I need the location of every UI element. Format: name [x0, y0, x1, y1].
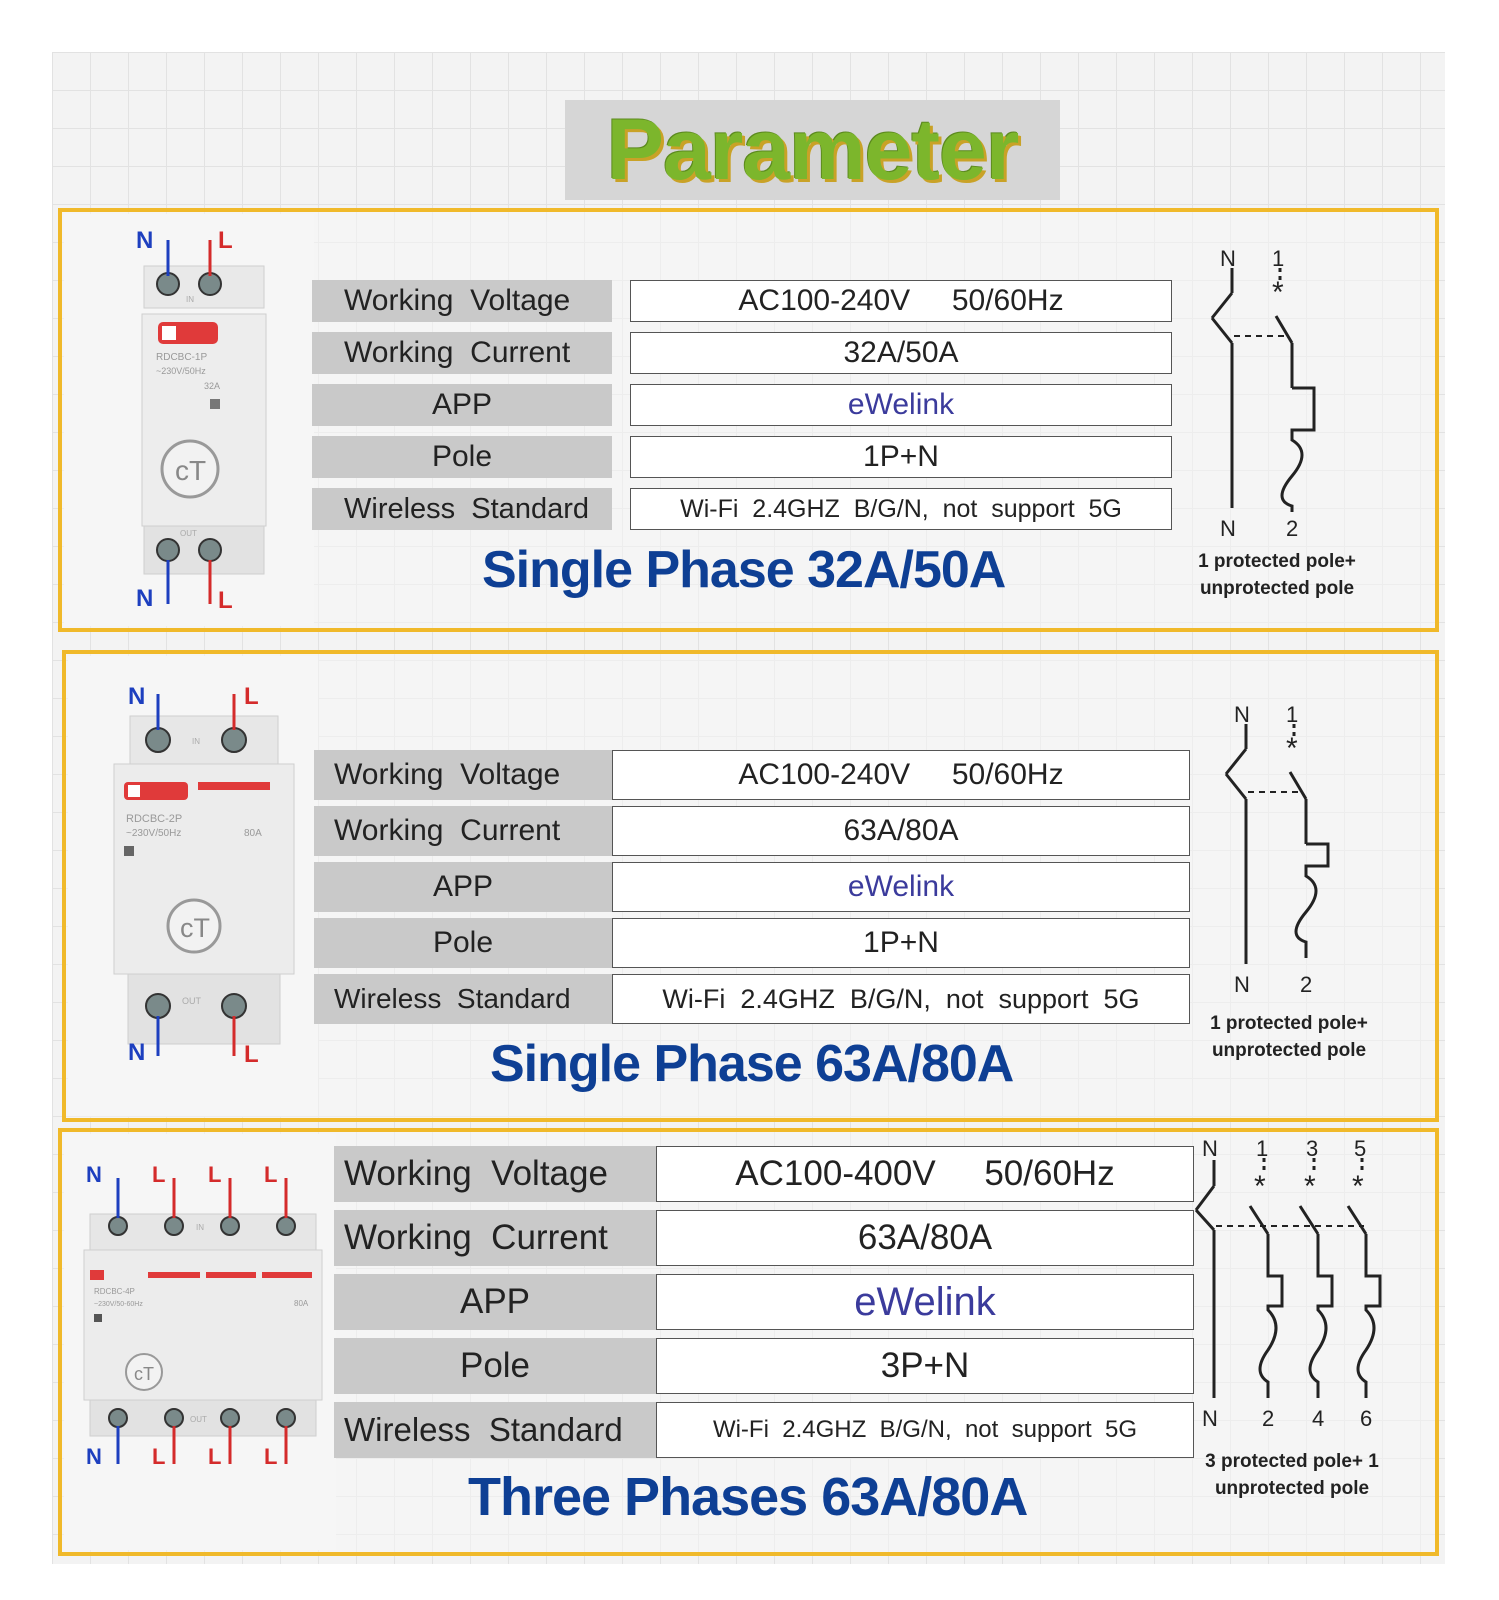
param-row-pole: [314, 918, 1190, 968]
device-logo: cT: [180, 913, 210, 943]
in-label: IN: [196, 1223, 204, 1232]
caption-line-1: 1 protected pole+: [1198, 551, 1356, 572]
param-row-voltage: [334, 1146, 1194, 1202]
protected-asterisk: *: [1352, 1170, 1364, 1203]
terminal-l2-bottom: L: [208, 1444, 222, 1469]
pole-caption: [1174, 1010, 1404, 1064]
param-value: AC100-240V 50/60Hz: [630, 280, 1172, 322]
protected-asterisk: *: [1286, 732, 1298, 765]
page-title: Parameter: [606, 101, 1019, 198]
out-label: OUT: [182, 996, 201, 1006]
schematic-n-top: N: [1234, 702, 1250, 727]
terminal-n-bottom: N: [128, 1039, 146, 1066]
param-value: 3P+N: [656, 1338, 1194, 1394]
out-label: OUT: [190, 1415, 207, 1424]
protected-asterisk: *: [1254, 1170, 1266, 1203]
pole-caption: [1172, 1448, 1412, 1502]
device-image-2p: [68, 656, 318, 1116]
param-label: APP: [334, 1274, 656, 1330]
param-row-wireless: [314, 974, 1190, 1024]
param-value: eWelink: [630, 384, 1172, 426]
schematic-1-top: 1: [1272, 246, 1285, 271]
param-value: Wi-Fi 2.4GHZ B/G/N, not support 5G: [630, 488, 1172, 530]
terminal-l2-top: L: [208, 1162, 222, 1187]
schematic-1-top: 1: [1256, 1136, 1269, 1161]
terminal-n-bottom: N: [86, 1444, 102, 1469]
caption-line-2: unprotected pole: [1211, 1040, 1367, 1061]
schematic-n-bottom: N: [1220, 516, 1236, 538]
in-label: IN: [186, 295, 194, 304]
param-value: 63A/80A: [612, 806, 1190, 856]
schematic-2-bottom: 2: [1286, 516, 1299, 538]
title-banner: [565, 100, 1060, 200]
terminal-l-bottom: L: [218, 587, 233, 614]
param-label: Wireless Standard: [312, 488, 612, 530]
out-label: OUT: [180, 529, 197, 538]
param-row-wireless: [312, 488, 1172, 530]
schematic-3-top: 3: [1306, 1136, 1319, 1161]
param-row-current: [314, 806, 1190, 856]
terminal-l1-top: L: [152, 1162, 166, 1187]
param-row-current: [312, 332, 1172, 374]
param-label: Working Current: [312, 332, 612, 374]
param-label: Working Current: [334, 1210, 656, 1266]
param-value: Wi-Fi 2.4GHZ B/G/N, not support 5G: [612, 974, 1190, 1024]
param-value: Wi-Fi 2.4GHZ B/G/N, not support 5G: [656, 1402, 1194, 1458]
phase-title: Three Phases 63A/80A: [468, 1467, 1028, 1527]
param-label: Working Current: [314, 806, 612, 856]
schematic-diagram: [1188, 1126, 1438, 1436]
protected-asterisk: *: [1304, 1170, 1316, 1203]
param-label: Wireless Standard: [314, 974, 612, 1024]
param-row-pole: [312, 436, 1172, 478]
param-label: APP: [312, 384, 612, 426]
schematic-2-bottom: 2: [1262, 1406, 1275, 1431]
pole-caption: [1162, 548, 1392, 602]
in-label: IN: [192, 737, 200, 746]
param-value: eWelink: [656, 1274, 1194, 1330]
terminal-l3-top: L: [264, 1162, 278, 1187]
section-three-phases-63a: [58, 1128, 1439, 1556]
param-value: 32A/50A: [630, 332, 1172, 374]
param-label: Pole: [314, 918, 612, 968]
param-row-app: [314, 862, 1190, 912]
param-label: Pole: [334, 1338, 656, 1394]
param-row-app: [334, 1274, 1194, 1330]
section-single-phase-32a: [58, 208, 1439, 632]
terminal-l-top: L: [218, 227, 233, 254]
schematic-n-bottom: N: [1202, 1406, 1218, 1431]
phase-title: Single Phase 63A/80A: [490, 1035, 1014, 1093]
schematic-5-top: 5: [1354, 1136, 1367, 1161]
device-model-label: RDCBC-1P: [156, 352, 208, 363]
caption-line-1: 3 protected pole+ 1: [1205, 1451, 1379, 1472]
param-label: Working Voltage: [334, 1146, 656, 1202]
device-spec-label: ~230V/50Hz: [156, 366, 206, 376]
schematic-2-bottom: 2: [1300, 972, 1313, 994]
terminal-n-top: N: [136, 227, 154, 254]
schematic-n-top: N: [1202, 1136, 1218, 1161]
param-row-voltage: [314, 750, 1190, 800]
terminal-l1-bottom: L: [152, 1444, 166, 1469]
terminal-n-top: N: [128, 683, 146, 710]
param-label: APP: [314, 862, 612, 912]
param-row-app: [312, 384, 1172, 426]
param-value: 63A/80A: [656, 1210, 1194, 1266]
caption-line-1: 1 protected pole+: [1210, 1013, 1368, 1034]
param-value: AC100-240V 50/60Hz: [612, 750, 1190, 800]
param-label: Pole: [312, 436, 612, 478]
terminal-l-bottom: L: [244, 1041, 259, 1068]
device-model-label: RDCBC-4P: [94, 1287, 135, 1296]
section-single-phase-63a: [62, 650, 1439, 1122]
param-row-pole: [334, 1338, 1194, 1394]
param-value: AC100-400V 50/60Hz: [656, 1146, 1194, 1202]
device-model-label: RDCBC-2P: [126, 813, 183, 825]
schematic-6-bottom: 6: [1360, 1406, 1373, 1431]
protected-asterisk: *: [1272, 276, 1284, 309]
device-image-1p: [64, 214, 314, 626]
device-rating-label: 32A: [204, 381, 221, 391]
terminal-l-top: L: [244, 683, 259, 710]
param-row-current: [334, 1210, 1194, 1266]
param-row-wireless: [334, 1402, 1194, 1458]
param-value: 1P+N: [630, 436, 1172, 478]
param-label: Wireless Standard: [334, 1402, 656, 1458]
phase-title: Single Phase 32A/50A: [482, 541, 1006, 599]
device-rating-label: 80A: [244, 828, 262, 839]
terminal-l3-bottom: L: [264, 1444, 278, 1469]
param-label: Working Voltage: [314, 750, 612, 800]
caption-line-2: unprotected pole: [1214, 1478, 1370, 1499]
device-spec-label: ~230V/50-60Hz: [94, 1301, 143, 1308]
param-label: Working Voltage: [312, 280, 612, 322]
param-row-voltage: [312, 280, 1172, 322]
schematic-n-bottom: N: [1234, 972, 1250, 994]
schematic-diagram: [1206, 694, 1386, 994]
device-image-4p: [64, 1134, 336, 1550]
caption-line-2: unprotected pole: [1199, 578, 1355, 599]
schematic-4-bottom: 4: [1312, 1406, 1325, 1431]
schematic-n-top: N: [1220, 246, 1236, 271]
device-spec-label: ~230V/50Hz: [126, 828, 182, 839]
terminal-n-top: N: [86, 1162, 102, 1187]
schematic-diagram: [1192, 238, 1372, 538]
param-value: 1P+N: [612, 918, 1190, 968]
device-rating-label: 80A: [294, 1299, 309, 1308]
terminal-n-bottom: N: [136, 585, 154, 612]
device-logo: cT: [175, 455, 207, 486]
param-value: eWelink: [612, 862, 1190, 912]
device-logo: cT: [134, 1364, 154, 1384]
schematic-1-top: 1: [1286, 702, 1299, 727]
